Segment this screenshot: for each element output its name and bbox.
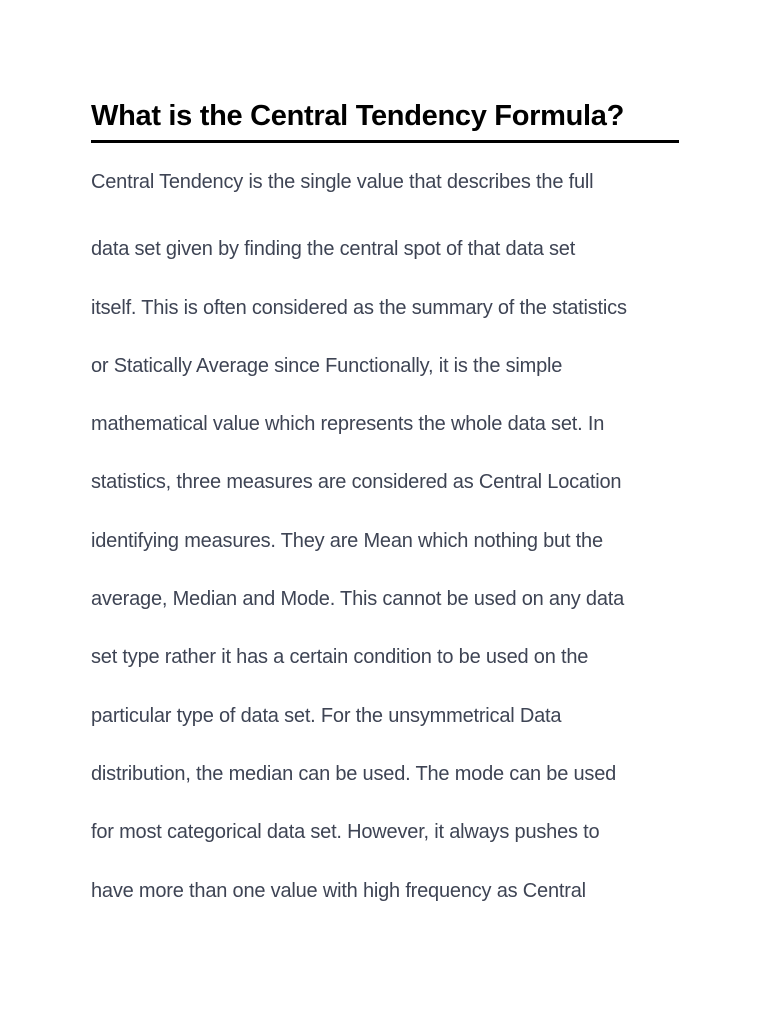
paragraph-line: average, Median and Mode. This cannot be used on any data xyxy=(91,588,625,611)
title-underline xyxy=(91,140,679,143)
paragraph-line: or Statically Average since Functionally, it is the simple xyxy=(91,354,563,377)
paragraph-line: data set given by finding the central spot of that data set xyxy=(91,238,576,261)
paragraph-line: itself. This is often considered as the summary of the statistics xyxy=(91,296,627,319)
paragraph-line: distribution, the median can be used. The mode can be used xyxy=(91,762,617,785)
paragraph-line: set type rather it has a certain condition to be used on the xyxy=(91,646,589,669)
article-content xyxy=(91,96,679,920)
paragraph-line: mathematical value which represents the whole data set. In xyxy=(91,413,605,436)
page-title: What is the Central Tendency Formula? xyxy=(91,100,624,132)
article-paragraph xyxy=(91,162,679,920)
paragraph-line: have more than one value with high frequency as Central xyxy=(91,879,586,902)
paragraph-line: for most categorical data set. However, it always pushes to xyxy=(91,821,600,844)
paragraph-line: particular type of data set. For the unsymmetrical Data xyxy=(91,704,562,727)
paragraph-line: Central Tendency is the single value that describes the full xyxy=(91,171,594,193)
paragraph-line: identifying measures. They are Mean which nothing but the xyxy=(91,529,603,552)
paragraph-line: statistics, three measures are considered as Central Location xyxy=(91,471,622,494)
